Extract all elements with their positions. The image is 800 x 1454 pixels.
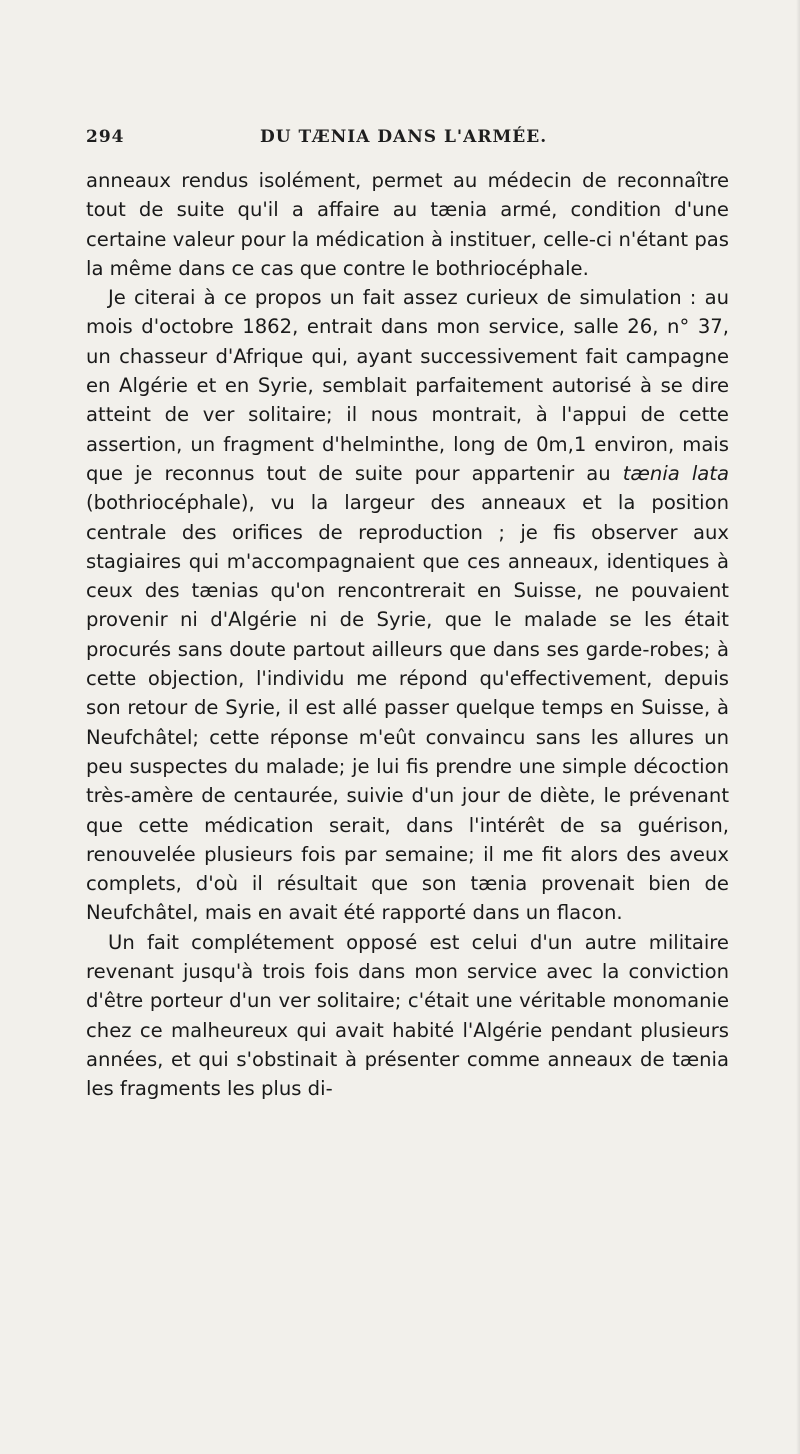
running-head (86, 127, 726, 155)
paragraph-2-italic-term: tænia lata (622, 461, 729, 485)
paragraph-3: Un fait complétement opposé est celui d'un autre militaire revenant jusqu'à trois fois dans mon service avec la conviction d'être porteur d'un ver solitaire; c'était une véritable monomanie chez ce malheureux qui avait habité l'Algérie pendant plusieurs années, et qui s'obstinait à présenter comme anneaux de tænia les fragments les plus di- (86, 930, 729, 1101)
paragraph-1: anneaux rendus isolément, permet au médecin de reconnaître tout de suite qu'il a affaire au tænia armé, condition d'une certaine valeur pour la médication à instituer, celle-ci n'étant pas la même dans ce cas que contre le bothriocéphale. (86, 169, 729, 280)
running-title: DU TÆNIA DANS L'ARMÉE. (260, 127, 548, 147)
body-text (86, 166, 729, 1104)
page-edge-shadow (796, 0, 800, 1454)
paragraph-2 (86, 283, 729, 928)
paragraph-2-text-b: (bothriocéphale), vu la largeur des anneaux et la position centrale des orifices de reproduction ; je fis observer aux stagiaires qui m'accompagnaient que ces anneaux, identiques à ceux des tænias qu'on rencontrerait en Suisse, ne pouvaient provenir ni d'Algérie ni de Syrie, que le malade se les était procurés sans doute partout ailleurs que dans ses garde-robes; à cette objection, l'individu me répond qu'effectivement, depuis son retour de Syrie, il est allé passer quelque temps en Suisse, à Neufchâtel; cette réponse m'eût convaincu sans les allures un peu suspectes du malade; je lui fis prendre une simple décoction très-amère de centaurée, suivie d'un jour de diète, le prévenant que cette médication serait, dans l'intérêt de sa guérison, renouvelée plusieurs fois par semaine; il me fit alors des aveux complets, d'où il résultait que son tænia provenait bien de Neufchâtel, mais en avait été rapporté dans un flacon. (86, 491, 729, 925)
paragraph-2-text-a: Je citerai à ce propos un fait assez curieux de simulation : au mois d'octobre 1862, entrait dans mon service, salle 26, n° 37, un chasseur d'Afrique qui, ayant successivement fait campagne en Algérie et en Syrie, semblait parfaitement autorisé à se dire atteint de ver solitaire; il nous montrait, à l'appui de cette assertion, un fragment d'helminthe, long de 0m,1 environ, mais que je reconnus tout de suite pour appartenir au (86, 286, 729, 485)
page-number: 294 (86, 127, 125, 147)
